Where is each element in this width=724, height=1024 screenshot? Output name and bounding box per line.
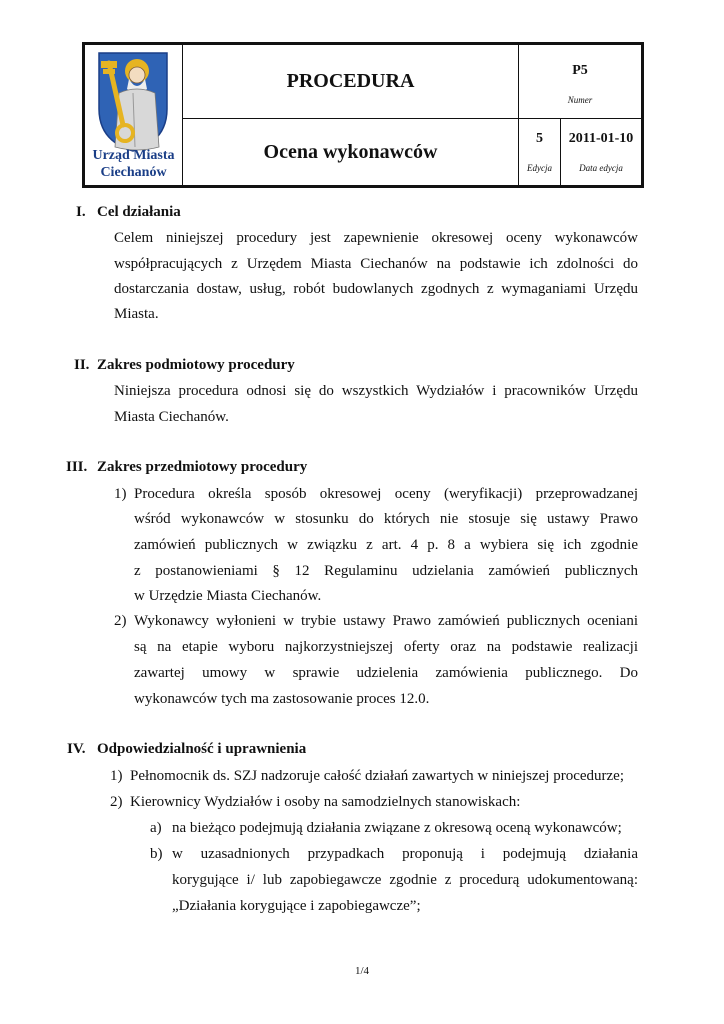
list-item-line: z postanowieniami § 12 Regulaminu udzielania zamówień publicznych (134, 563, 638, 579)
section-title: Odpowiedzialność i uprawnienia (97, 741, 307, 757)
section-number: IV. (67, 741, 86, 757)
edition-date: 2011-01-10 (568, 131, 634, 146)
procedure-number-cell (519, 45, 641, 119)
office-name (85, 147, 182, 181)
list-marker: 2) (114, 613, 127, 629)
list-marker: 1) (114, 486, 127, 502)
office-name-line1: Urząd Miasta (92, 148, 175, 163)
sublist-item-line: „Działania korygujące i zapobiegawcze”; (172, 898, 421, 914)
list-item-line: Pełnomocnik ds. SZJ nadzoruje całość działań zawartych w niniejszej procedurze; (130, 768, 624, 784)
office-name-line2: Ciechanów (100, 165, 167, 180)
list-item-line: wśród wykonawców w stosunku do których nie stosuje się ustawy Prawo (134, 511, 638, 527)
sublist-marker: a) (150, 820, 162, 836)
sublist-item-line: korygujące i/ lub zapobiegawcze zgodnie z procedurą udokumentowaną: (172, 872, 638, 888)
list-item-line: Wykonawcy wyłonieni w trybie ustawy Prawo zamówień publicznych oceniani (134, 613, 638, 629)
sublist-item-line: w uzasadnionych przypadkach proponują i podejmują działania (172, 846, 638, 862)
list-marker: 2) (110, 794, 123, 810)
section-title: Zakres podmiotowy procedury (97, 357, 295, 373)
page-number: 1/4 (354, 965, 370, 977)
section-title: Cel działania (97, 204, 181, 220)
list-item-line: Procedura określa sposób okresowej oceny (weryfikacji) przeprowadzanej (134, 486, 638, 502)
edition-date-cell (561, 119, 641, 185)
edition-label: Edycja (527, 163, 552, 173)
list-item-line: Kierownicy Wydziałów i osoby na samodzielnych stanowiskach: (130, 794, 521, 810)
procedure-subtitle: Ocena wykonawców (183, 119, 519, 185)
list-item-line: zawartej umowy w sprawie udzielenia zamówienia publicznego. Do (134, 665, 638, 681)
edition-value: 5 (536, 131, 543, 146)
edition-date-label: Data edycja (579, 163, 623, 173)
coat-of-arms-icon (95, 49, 171, 153)
document-header (82, 42, 644, 188)
section-number: I. (76, 204, 86, 220)
section-number: III. (66, 459, 88, 475)
procedure-number-label: Numer (567, 95, 593, 105)
paragraph-line: dostarczania dostaw, usług, robót budowlanych zgodnych z wymaganiami Urzędu (114, 281, 638, 297)
list-item-line: wykonawców tych ma zastosowanie proces 12.0. (134, 691, 430, 707)
paragraph-line: współpracujących z Urzędem Miasta Ciechanów na podstawie ich zdolności do (114, 256, 638, 272)
procedure-title: PROCEDURA (183, 45, 519, 119)
procedure-number: P5 (572, 63, 588, 78)
section-number: II. (74, 357, 90, 373)
list-marker: 1) (110, 768, 123, 784)
paragraph-line: Miasta Ciechanów. (114, 409, 229, 425)
paragraph-line: Celem niniejszej procedury jest zapewnienie okresowej oceny wykonawców (114, 230, 638, 246)
section-title: Zakres przedmiotowy procedury (97, 459, 308, 475)
list-item-line: zamówień publicznych w związku z art. 4 p. 8 a wybiera się ich zgodnie (134, 537, 638, 553)
sublist-item-line: na bieżąco podejmują działania związane z okresową oceną wykonawców; (172, 820, 622, 836)
sublist-marker: b) (150, 846, 163, 862)
paragraph-line: Niniejsza procedura odnosi się do wszystkich Wydziałów i pracowników Urzędu (114, 383, 638, 399)
edition-cell (519, 119, 561, 185)
office-logo-cell (85, 45, 183, 185)
list-item-line: są na etapie wyboru najkorzystniejszej oferty oraz na podstawie realizacji (134, 639, 638, 655)
list-item-line: w Urzędzie Miasta Ciechanów. (134, 588, 322, 604)
paragraph-line: Miasta. (114, 306, 159, 322)
